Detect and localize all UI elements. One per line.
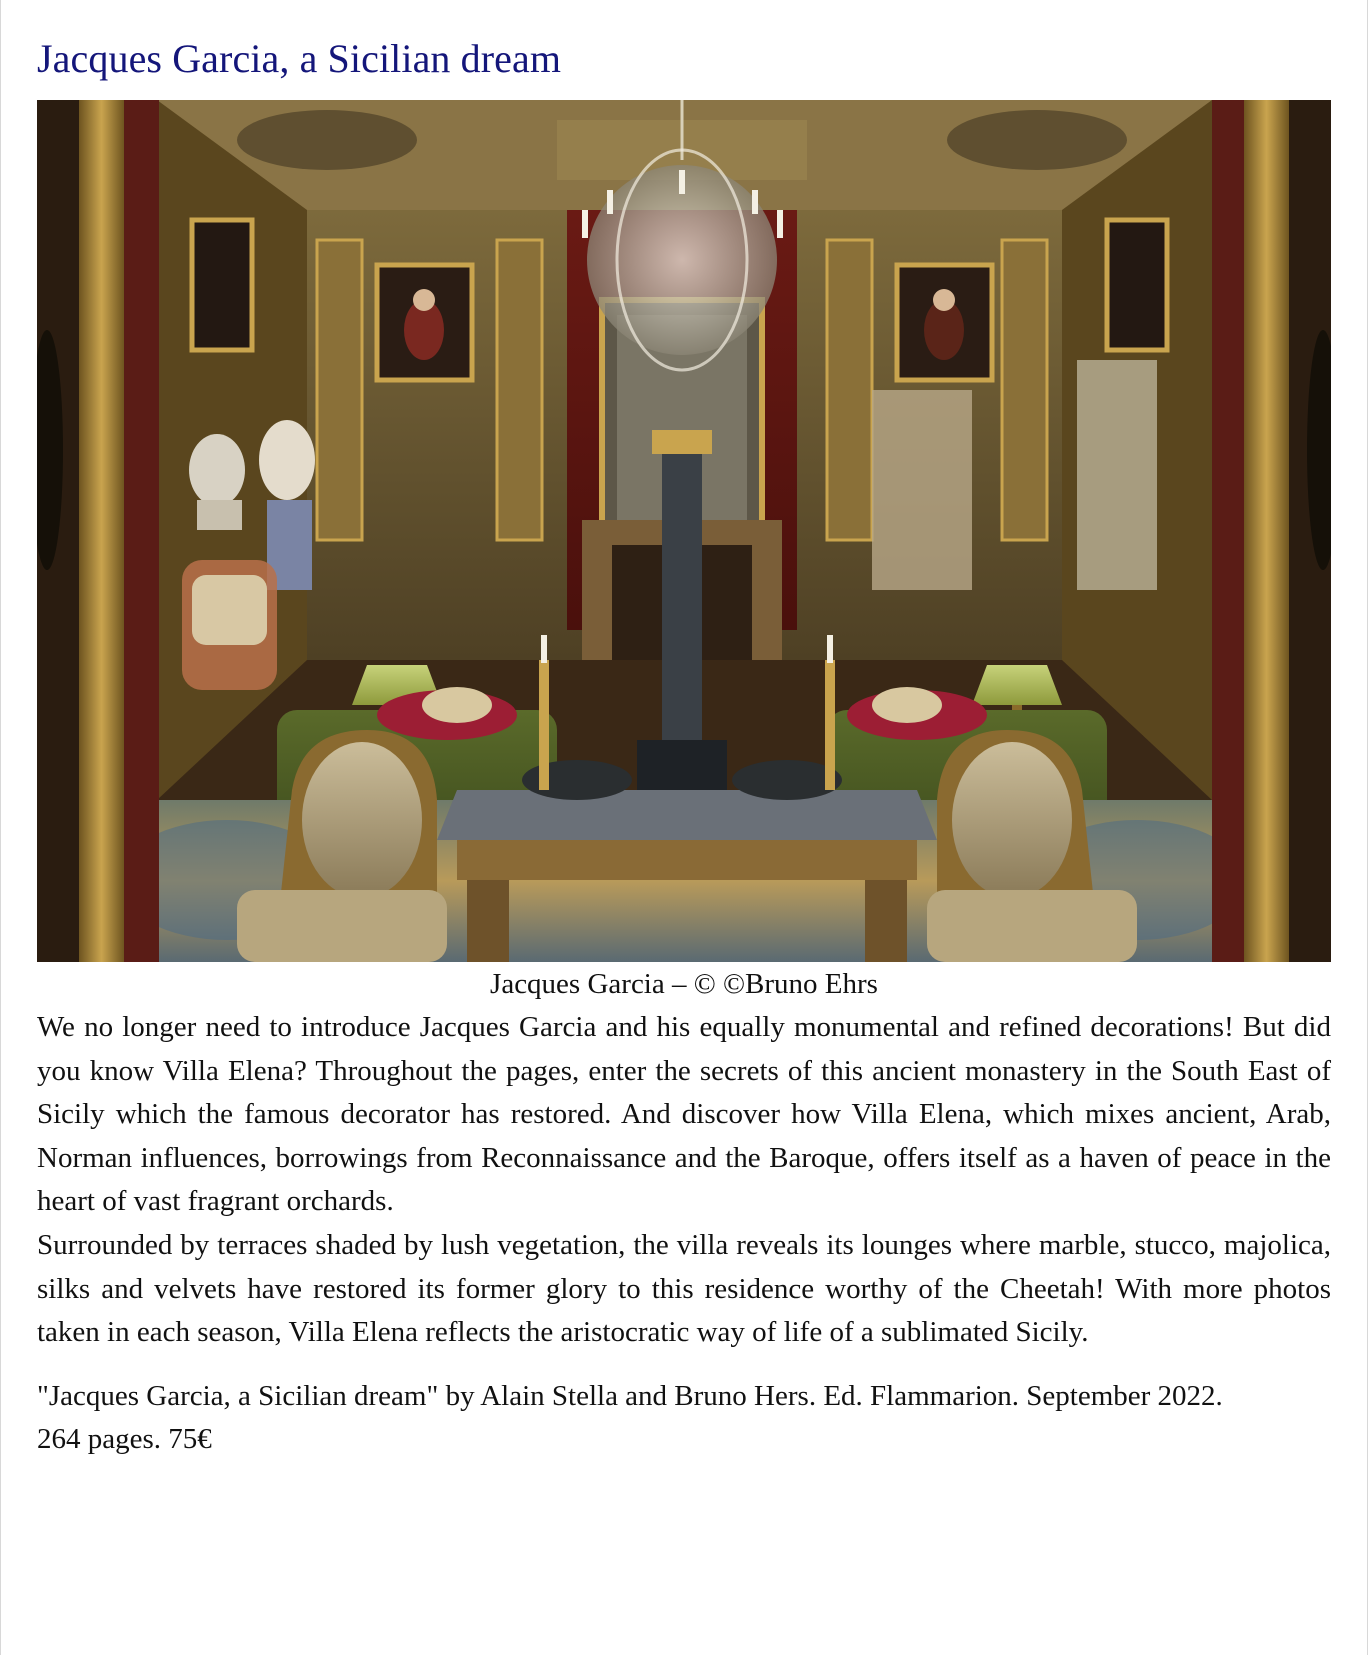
article-title: Jacques Garcia, a Sicilian dream — [37, 36, 562, 81]
photo-interior-illustration — [37, 100, 1331, 962]
photo-caption: Jacques Garcia – © ©Bruno Ehrs — [490, 968, 878, 1000]
book-credits-line: "Jacques Garcia, a Sicilian dream" by Alain Stella and Bruno Hers. Ed. Flammarion. September 2022. — [37, 1379, 1223, 1412]
article-photo — [37, 100, 1331, 962]
body-paragraph-1: We no longer need to introduce Jacques Garcia and his equally monumental and refined decorations! But did you know Villa Elena? Throughout the pages, enter the secrets of this ancient monastery in the South East of Sicily which the famous decorator has restored. And discover how Villa Elena, which mixes ancient, Arab, Norman influences, borrowings from Reconnaissance and the Baroque, offers itself as a haven of peace in the heart of vast fragrant orchards. — [37, 1011, 1331, 1218]
article — [37, 0, 1331, 1456]
book-credits — [37, 1375, 1331, 1462]
article-body — [37, 1006, 1331, 1462]
body-paragraph-2: Surrounded by terraces shaded by lush vegetation, the villa reveals its lounges where marble, stucco, majolica, silks and velvets have restored its former glory to this residence worthy of the Cheetah! With more photos taken in each season, Villa Elena reflects the aristocratic way of life of a sublimated Sicily. — [37, 1228, 1331, 1349]
book-details-line: 264 pages. 75€ — [37, 1423, 212, 1456]
